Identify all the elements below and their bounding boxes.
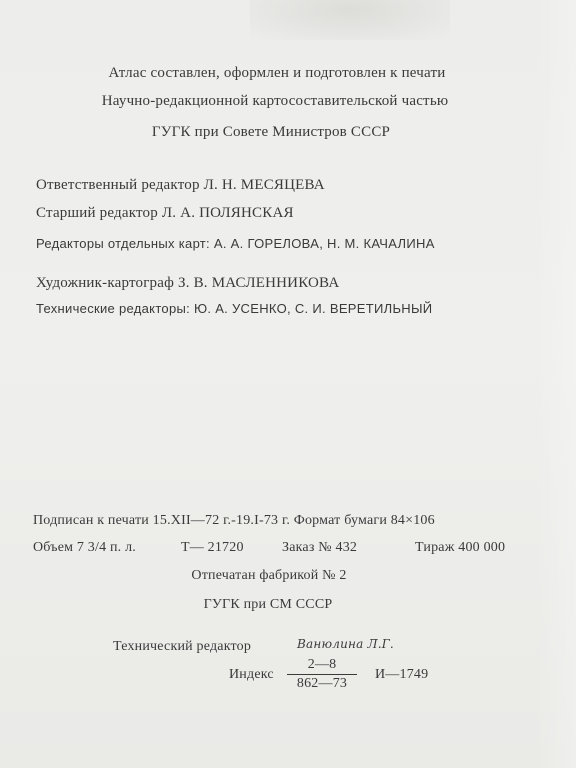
printing-factory: Отпечатан фабрикой № 2 xyxy=(191,568,347,583)
print-run: Тираж 400 000 xyxy=(415,540,506,555)
tech-editor-label: Технический редактор xyxy=(113,639,252,654)
senior-editor: Старший редактор Л. А. ПОЛЯНСКАЯ xyxy=(36,205,294,221)
order-number: Заказ № 432 xyxy=(282,540,358,555)
organization-line: ГУГК при Совете Министров СССР xyxy=(151,124,391,140)
compiled-by-line: Атлас составлен, оформлен и подготовлен к печати xyxy=(108,65,446,81)
volume: Объем 7 3/4 п. л. xyxy=(33,540,136,555)
bleed-through-text xyxy=(250,0,450,40)
technical-editors: Технические редакторы: Ю. А. УСЕНКО, С. И. ВЕРЕТИЛЬНЫЙ xyxy=(36,301,433,316)
department-line: Научно-редакционной картосоставительской частью xyxy=(101,93,449,109)
printing-organization: ГУГК при СМ СССР xyxy=(203,597,333,612)
page-shading xyxy=(536,0,576,768)
index-fraction xyxy=(287,657,357,692)
tech-editor-name: Ванюлина Л.Г. xyxy=(297,637,394,651)
index-code: И—1749 xyxy=(375,667,429,682)
signed-for-print: Подписан к печати 15.XII—72 г.-19.I-73 г. Формат бумаги 84×106 xyxy=(33,513,435,528)
responsible-editor: Ответственный редактор Л. Н. МЕСЯЦЕВА xyxy=(36,177,325,193)
cartographer-artist: Художник-картограф З. В. МАСЛЕННИКОВА xyxy=(36,275,340,291)
index-denominator: 862—73 xyxy=(296,676,348,691)
index-numerator: 2—8 xyxy=(287,657,357,675)
t-number: Т— 21720 xyxy=(181,540,244,555)
index-label: Индекс xyxy=(229,667,274,682)
map-editors: Редакторы отдельных карт: А. А. ГОРЕЛОВА, Н. М. КАЧАЛИНА xyxy=(36,236,435,251)
